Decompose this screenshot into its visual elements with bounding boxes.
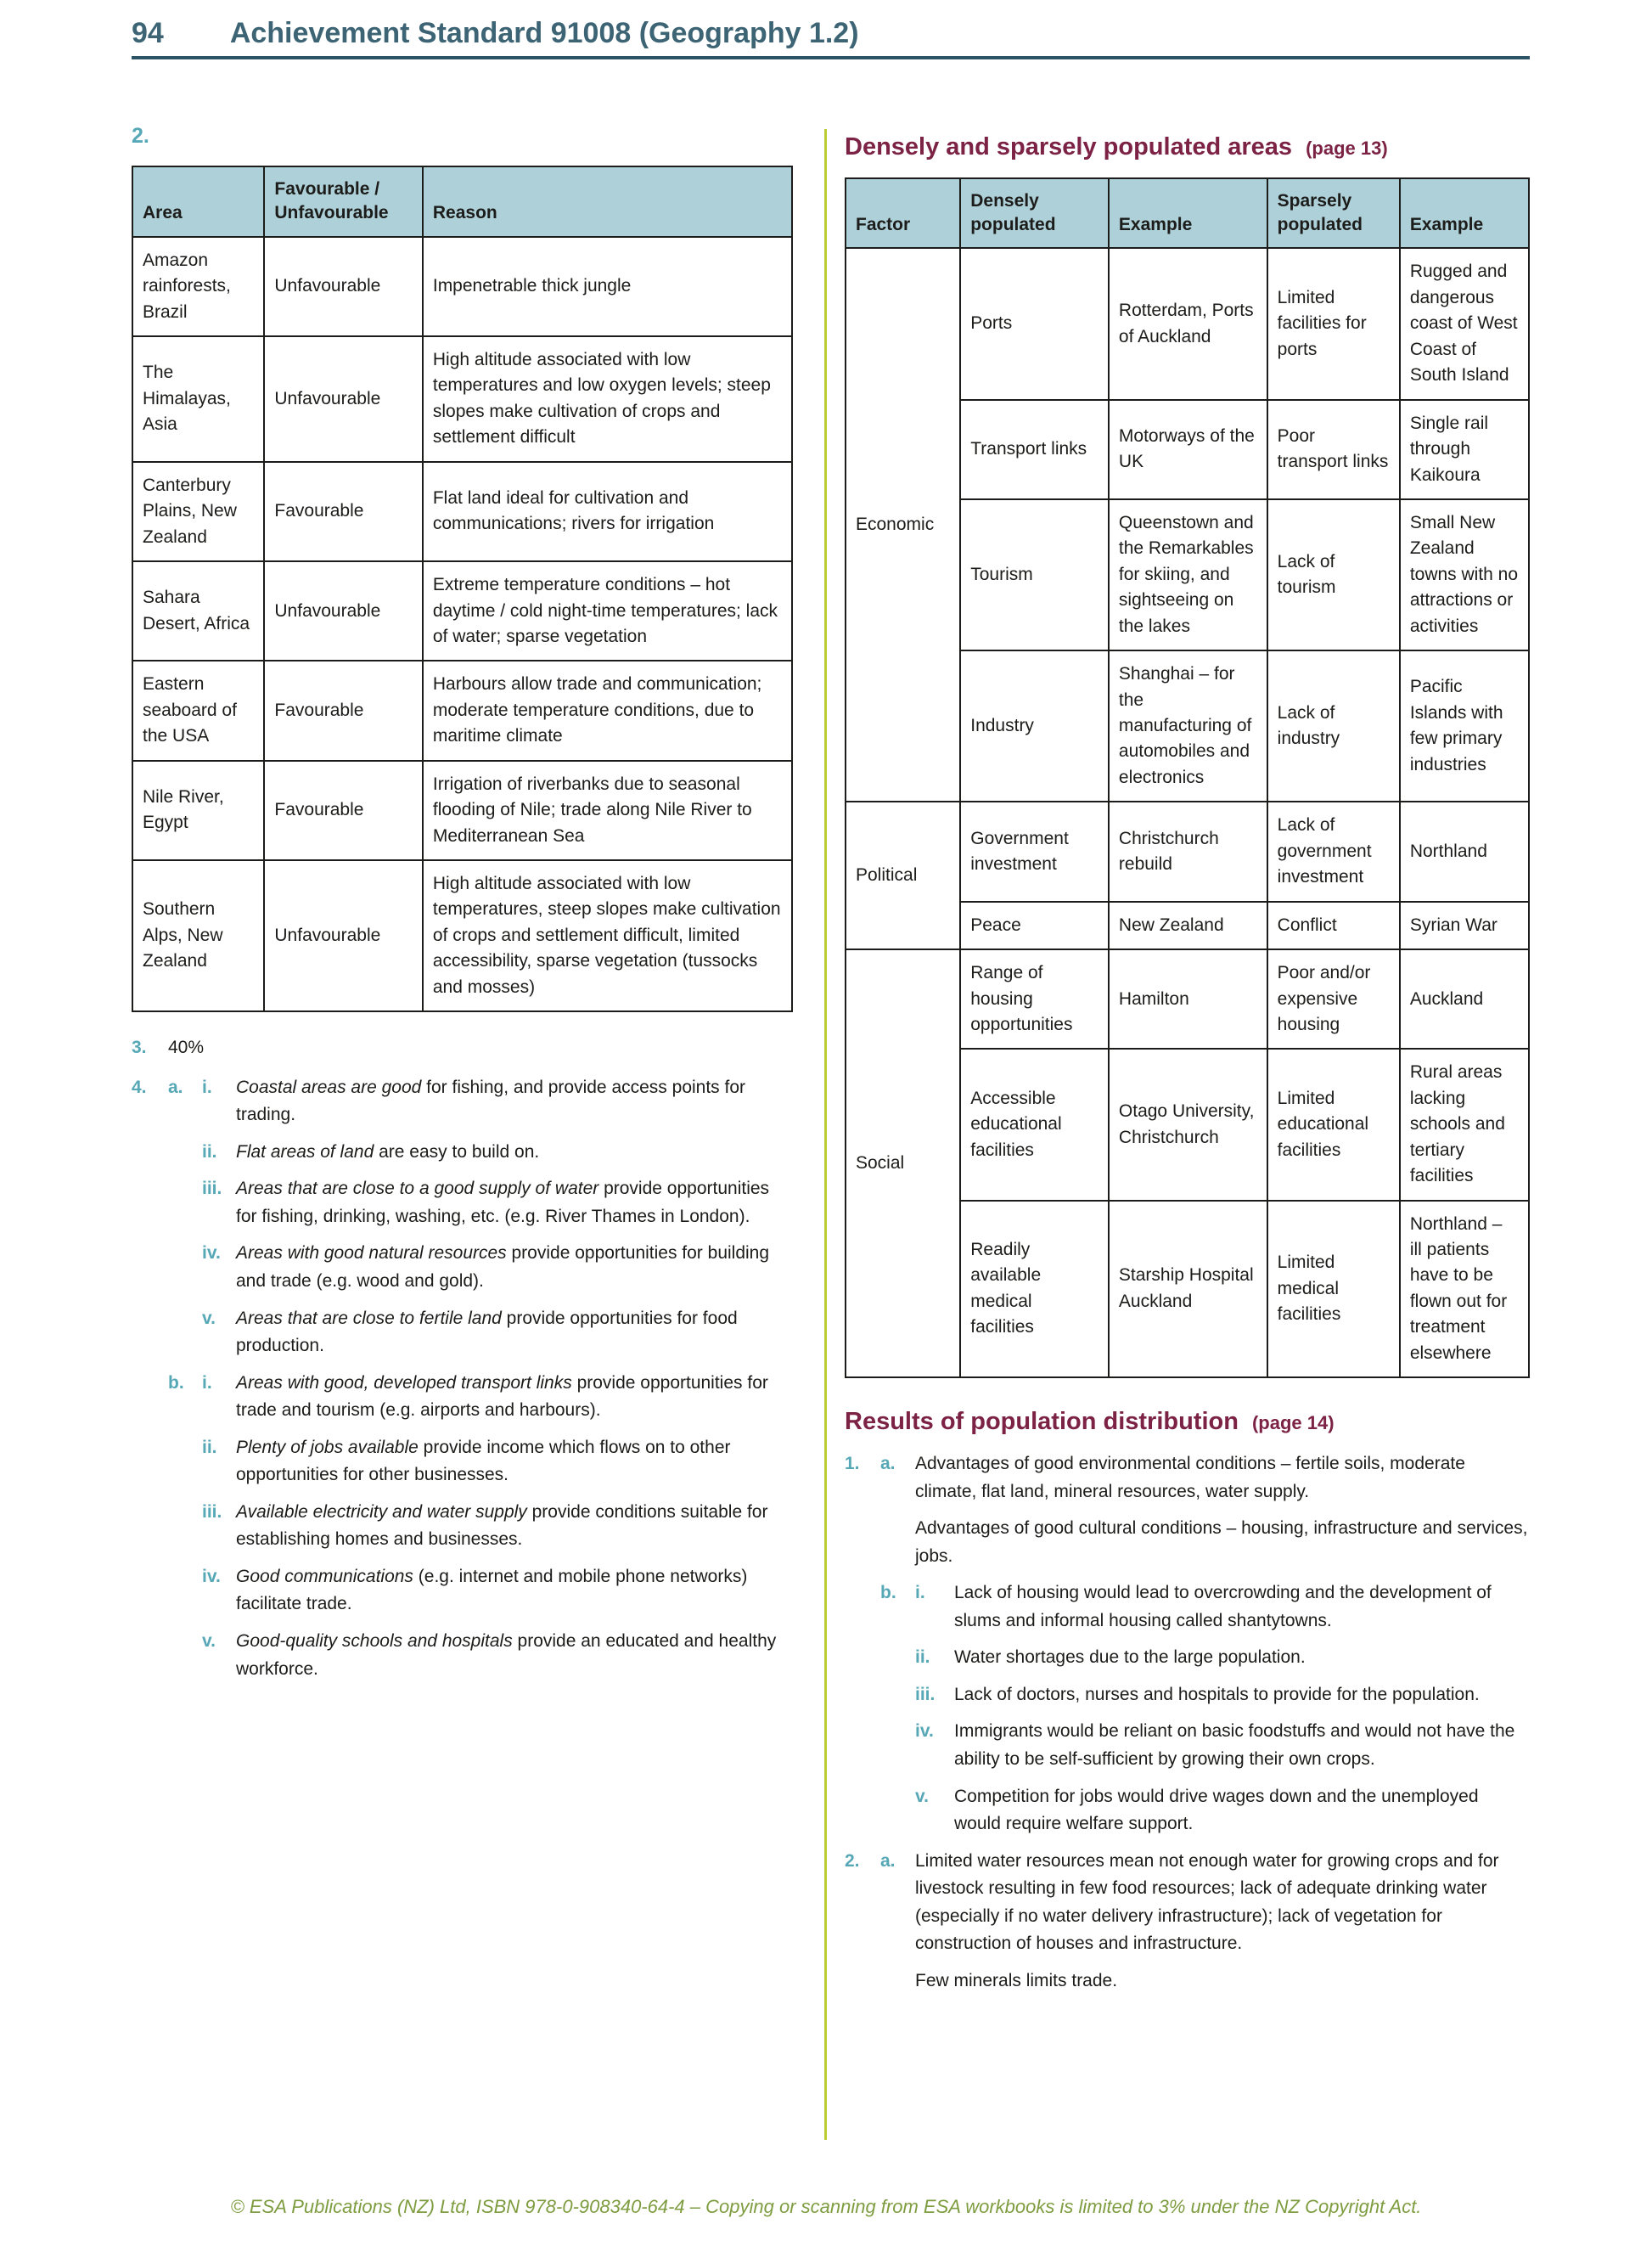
page-ref: (page 13) <box>1306 138 1388 159</box>
area-cell: Canterbury Plains, New Zealand <box>132 462 264 561</box>
list-item-text <box>236 1305 793 1360</box>
table-cell: Government investment <box>960 802 1109 901</box>
list-roman: ii. <box>202 1141 217 1162</box>
footer-copyright: © ESA Publications (NZ) Ltd, ISBN 978-0-908340-64-4 – Copying or scanning from ESA workbooks is limited to 3% under the NZ Copyright Act. <box>230 2196 1422 2217</box>
list-item-text <box>236 1563 793 1618</box>
table-cell: New Zealand <box>1109 902 1267 949</box>
area-cell: Eastern seaboard of the USA <box>132 661 264 760</box>
question-3 <box>132 1034 793 1062</box>
factor-cell: Social <box>846 949 960 1377</box>
italic-lead: Areas with good, developed transport links <box>236 1372 572 1393</box>
list-roman: i. <box>915 1583 925 1603</box>
list-roman: v. <box>202 1631 216 1652</box>
page-header <box>132 17 859 50</box>
italic-lead: Plenty of jobs available <box>236 1437 419 1457</box>
page-ref: (page 14) <box>1251 1412 1335 1434</box>
list-roman: iv. <box>202 1566 221 1586</box>
list-letter: b. <box>168 1372 184 1393</box>
table-cell: Limited educational facilities <box>1267 1049 1400 1200</box>
table-cell: Pacific Islands with few primary industries <box>1400 650 1529 802</box>
text-rest: are easy to build on. <box>374 1141 540 1162</box>
reason-cell: Impenetrable thick jungle <box>423 237 792 336</box>
table-header-cell: Reason <box>423 166 792 237</box>
list-number: 2. <box>845 1850 860 1871</box>
table-cell: Ports <box>960 248 1109 399</box>
reason-cell: High altitude associated with low temperatures, steep slopes make cultivation of crops and settlement difficult, limited accessibility, sparse vegetation (tussocks and mosses) <box>423 860 792 1011</box>
list-item <box>845 1644 1530 1672</box>
factor-cell: Economic <box>846 248 960 802</box>
table-cell: Lack of tourism <box>1267 499 1400 650</box>
table-cell: Lack of industry <box>1267 650 1400 802</box>
area-cell: Amazon rainforests, Brazil <box>132 237 264 336</box>
italic-lead: Flat areas of land <box>236 1141 374 1162</box>
favourability-cell: Favourable <box>264 661 422 760</box>
italic-lead: Good-quality schools and hospitals <box>236 1631 513 1652</box>
table-row <box>132 761 792 860</box>
list-item-text: Immigrants would be reliant on basic foodstuffs and would not have the ability to be self-sufficient by growing their own crops. <box>954 1721 1515 1769</box>
list-item-text <box>236 1370 793 1425</box>
question-2-label: 2. <box>132 124 149 148</box>
table-cell: Syrian War <box>1400 902 1529 949</box>
right-column <box>845 132 1530 2004</box>
table-row <box>132 661 792 760</box>
list-item <box>132 1139 793 1167</box>
list-item-text: Advantages of good environmental conditions – fertile soils, moderate climate, flat land, mineral resources, water supply. <box>915 1454 1465 1501</box>
italic-lead: Areas with good natural resources <box>236 1243 507 1264</box>
area-table <box>132 166 793 1012</box>
list-letter: b. <box>880 1583 896 1603</box>
favourability-cell: Favourable <box>264 462 422 561</box>
list-number: 1. <box>845 1454 860 1474</box>
table-cell: Northland <box>1400 802 1529 901</box>
list-item-text <box>236 1434 793 1489</box>
table-header-cell: Example <box>1400 178 1529 249</box>
table-row <box>132 462 792 561</box>
list-item-text: Water shortages due to the large population. <box>954 1647 1306 1668</box>
list-item <box>845 1450 1530 1506</box>
italic-lead: Areas that are close to fertile land <box>236 1308 502 1328</box>
list-item <box>845 1515 1530 1570</box>
population-table <box>845 177 1530 1378</box>
text-rest: provide conditions suitable for establishing homes and businesses. <box>236 1501 768 1550</box>
list-roman: i. <box>202 1077 212 1097</box>
table-cell: Readily available medical facilities <box>960 1201 1109 1378</box>
text-rest: provide opportunities for building and trade (e.g. wood and gold). <box>236 1243 770 1292</box>
reason-cell: Irrigation of riverbanks due to seasonal flooding of Nile; trade along Nile River to Mediterranean Sea <box>423 761 792 860</box>
table-cell: Peace <box>960 902 1109 949</box>
table-cell: Limited medical facilities <box>1267 1201 1400 1378</box>
page-title: Achievement Standard 91008 (Geography 1.2) <box>229 17 859 49</box>
reason-cell: Extreme temperature conditions – hot daytime / cold night-time temperatures; lack of water; sparse vegetation <box>423 561 792 661</box>
list-roman: iii. <box>915 1684 936 1704</box>
table-row <box>846 248 1529 399</box>
list-item <box>845 1783 1530 1838</box>
table-header-cell: Favourable / Unfavourable <box>264 166 422 237</box>
list-item <box>132 1434 793 1489</box>
list-roman: iii. <box>202 1501 222 1522</box>
list-item <box>132 1240 793 1295</box>
list-item <box>845 1579 1530 1635</box>
list-number: 4. <box>132 1077 147 1097</box>
list-roman: iv. <box>202 1243 221 1264</box>
table-cell: Lack of government investment <box>1267 802 1400 901</box>
italic-lead: Good communications <box>236 1566 413 1586</box>
table-cell: Range of housing opportunities <box>960 949 1109 1049</box>
table-cell: Transport links <box>960 400 1109 499</box>
question-3-answer: 40% <box>168 1038 205 1058</box>
list-item <box>845 1848 1530 1958</box>
list-item-text <box>236 1240 793 1295</box>
table-cell: Single rail through Kaikoura <box>1400 400 1529 499</box>
list-roman: i. <box>202 1372 212 1393</box>
table-cell: Otago University, Christchurch <box>1109 1049 1267 1200</box>
table-header-cell: Factor <box>846 178 960 249</box>
text-rest: provide opportunities for fishing, drinking, washing, etc. (e.g. River Thames in London). <box>236 1179 770 1226</box>
table-row <box>846 802 1529 901</box>
list-letter: a. <box>880 1454 896 1474</box>
table-cell: Starship Hospital Auckland <box>1109 1201 1267 1378</box>
table-cell: Tourism <box>960 499 1109 650</box>
table-row <box>132 336 792 462</box>
list-item-text: Lack of housing would lead to overcrowding and the development of slums and informal housing called shantytowns. <box>954 1583 1492 1630</box>
table-cell: Limited facilities for ports <box>1267 248 1400 399</box>
left-column <box>132 124 793 1692</box>
page-number: 94 <box>132 17 164 49</box>
italic-lead: Areas that are close to a good supply of water <box>236 1179 599 1199</box>
list-item-text <box>236 1499 793 1554</box>
table-cell: Auckland <box>1400 949 1529 1049</box>
list-item-text: Competition for jobs would drive wages down and the unemployed would require welfare support. <box>954 1786 1479 1834</box>
table-cell: Small New Zealand towns with no attractions or activities <box>1400 499 1529 650</box>
factor-cell: Political <box>846 802 960 949</box>
table-cell: Poor and/or expensive housing <box>1267 949 1400 1049</box>
list-item-text <box>236 1175 793 1230</box>
text-rest: (e.g. internet and mobile phone networks) facilitate trade. <box>236 1566 748 1614</box>
list-item-text: Few minerals limits trade. <box>915 1970 1118 1990</box>
table-cell: Poor transport links <box>1267 400 1400 499</box>
reason-cell: High altitude associated with low temperatures and low oxygen levels; steep slopes make cultivation of crops and settlement difficult <box>423 336 792 462</box>
table-cell: Rugged and dangerous coast of West Coast of South Island <box>1400 248 1529 399</box>
list-roman: iii. <box>202 1179 222 1199</box>
italic-lead: Coastal areas are good <box>236 1077 422 1097</box>
list-item <box>132 1628 793 1683</box>
area-cell: Southern Alps, New Zealand <box>132 860 264 1011</box>
reason-cell: Harbours allow trade and communication; moderate temperature conditions, due to maritime climate <box>423 661 792 760</box>
table-row <box>846 949 1529 1049</box>
italic-lead: Available electricity and water supply <box>236 1501 527 1522</box>
list-item-text: Limited water resources mean not enough water for growing crops and for livestock resulting in few food resources; lack of adequate drinking water (especially if no water delivery infrastructure); lack of vegetation for construction of houses and infrastructure. <box>915 1850 1499 1954</box>
list-item-text <box>236 1628 793 1683</box>
list-item-text <box>236 1074 793 1129</box>
list-roman: ii. <box>915 1647 930 1668</box>
list-roman: v. <box>915 1786 929 1806</box>
favourability-cell: Unfavourable <box>264 561 422 661</box>
table-header-cell: Densely populated <box>960 178 1109 249</box>
table-cell: Rotterdam, Ports of Auckland <box>1109 248 1267 399</box>
list-item <box>132 1499 793 1554</box>
list-item <box>845 1967 1530 1996</box>
question-3-label: 3. <box>132 1038 147 1058</box>
section-title: Results of population distribution <box>845 1408 1239 1436</box>
list-item <box>132 1563 793 1618</box>
list-item <box>845 1718 1530 1773</box>
list-item <box>132 1175 793 1230</box>
list-letter: a. <box>880 1850 896 1871</box>
area-cell: Sahara Desert, Africa <box>132 561 264 661</box>
table-cell: Accessible educational facilities <box>960 1049 1109 1200</box>
table-header-cell: Example <box>1109 178 1267 249</box>
area-cell: The Himalayas, Asia <box>132 336 264 462</box>
text-rest: provide income which flows on to other opportunities for other businesses. <box>236 1437 731 1485</box>
table-cell: Motorways of the UK <box>1109 400 1267 499</box>
table-header-row <box>132 166 792 237</box>
column-divider <box>824 129 827 2140</box>
table-cell: Rural areas lacking schools and tertiary facilities <box>1400 1049 1529 1200</box>
table-cell: Northland – ill patients have to be flown out for treatment elsewhere <box>1400 1201 1529 1378</box>
text-rest: provide opportunities for food production. <box>236 1308 738 1356</box>
table-cell: Conflict <box>1267 902 1400 949</box>
list-roman: ii. <box>202 1437 217 1457</box>
list-item-text: Advantages of good cultural conditions – housing, infrastructure and services, jobs. <box>915 1518 1528 1566</box>
list-item-text <box>236 1139 793 1167</box>
question-4 <box>132 1074 793 1683</box>
table-cell: Queenstown and the Remarkables for skiing, and sightseeing on the lakes <box>1109 499 1267 650</box>
table-header-row <box>846 178 1529 249</box>
favourability-cell: Unfavourable <box>264 336 422 462</box>
table-row <box>132 561 792 661</box>
table-row <box>132 237 792 336</box>
favourability-cell: Favourable <box>264 761 422 860</box>
list-roman: iv. <box>915 1721 934 1742</box>
text-rest: for fishing, and provide access points for trading. <box>236 1077 746 1125</box>
table-row <box>132 860 792 1011</box>
densely-sparsely-heading <box>845 132 1530 162</box>
list-letter: a. <box>168 1077 183 1097</box>
table-cell: Christchurch rebuild <box>1109 802 1267 901</box>
table-header-cell: Area <box>132 166 264 237</box>
list-item-text: Lack of doctors, nurses and hospitals to provide for the population. <box>954 1684 1480 1704</box>
list-item <box>132 1370 793 1425</box>
header-rule <box>132 56 1530 59</box>
favourability-cell: Unfavourable <box>264 860 422 1011</box>
table-header-cell: Sparsely populated <box>1267 178 1400 249</box>
favourability-cell: Unfavourable <box>264 237 422 336</box>
text-rest: provide opportunities for trade and tourism (e.g. airports and harbours). <box>236 1372 768 1421</box>
area-cell: Nile River, Egypt <box>132 761 264 860</box>
results-list <box>845 1450 1530 1995</box>
reason-cell: Flat land ideal for cultivation and communications; rivers for irrigation <box>423 462 792 561</box>
table-cell: Industry <box>960 650 1109 802</box>
text-rest: provide an educated and healthy workforce. <box>236 1631 777 1679</box>
table-cell: Shanghai – for the manufacturing of automobiles and electronics <box>1109 650 1267 802</box>
section-title: Densely and sparsely populated areas <box>845 133 1293 160</box>
list-item <box>132 1305 793 1360</box>
table-cell: Hamilton <box>1109 949 1267 1049</box>
list-item <box>132 1074 793 1129</box>
results-heading <box>845 1407 1530 1437</box>
list-item <box>845 1681 1530 1709</box>
list-roman: v. <box>202 1308 216 1328</box>
